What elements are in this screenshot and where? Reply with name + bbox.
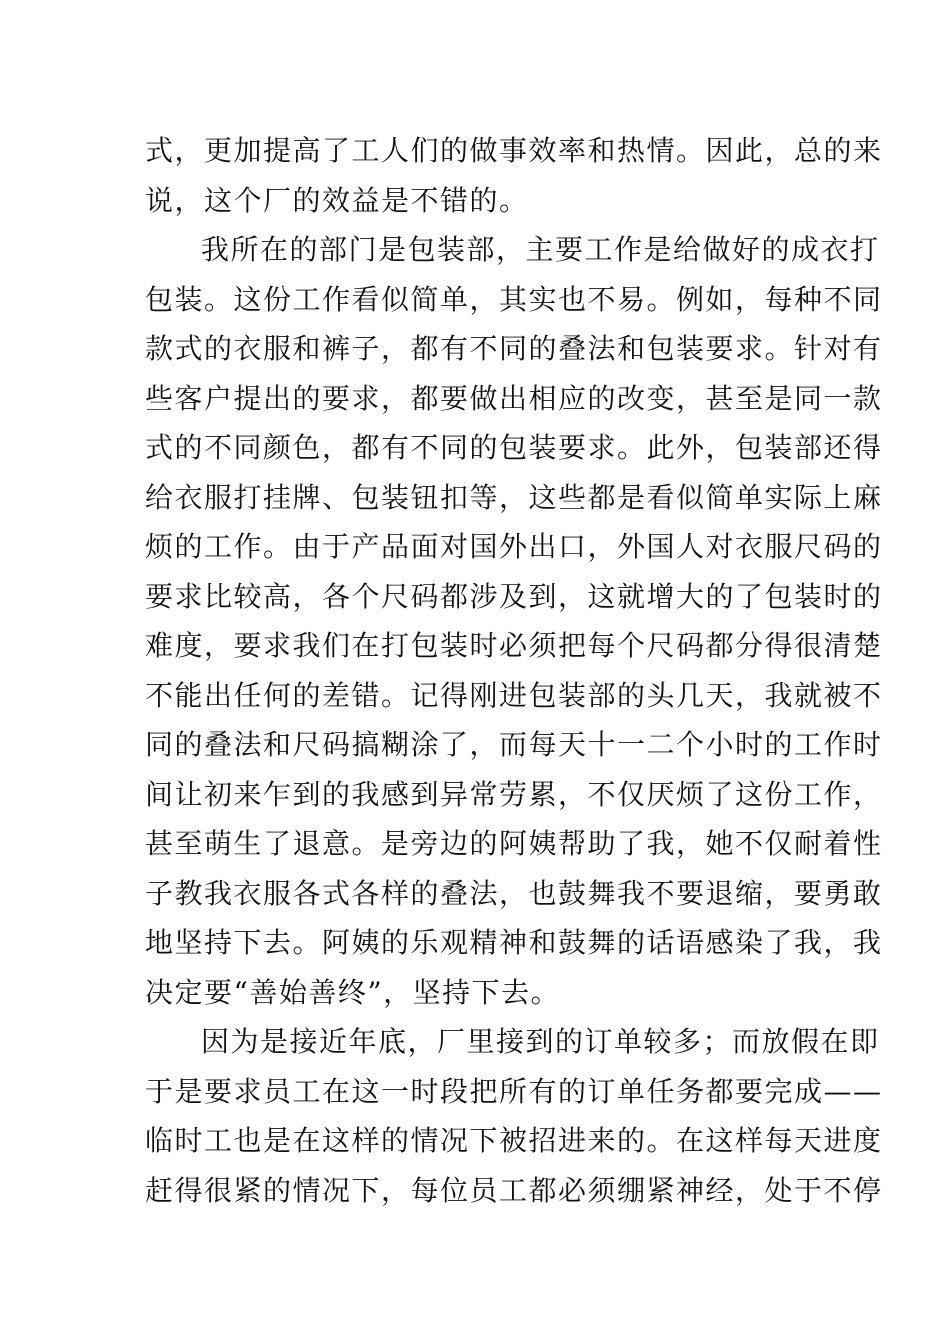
text-line: 款式的衣服和裤子，都有不同的叠法和包装要求。针对有: [145, 332, 883, 365]
text-line: 赶得很紧的情况下，每位员工都必须绷紧神经，处于不停: [145, 1173, 883, 1207]
paragraph-start-line: 我所在的部门是包装部，主要工作是给做好的成衣打: [201, 233, 880, 266]
text-line: 包装。这份工作看似简单，其实也不易。例如，每种不同: [145, 282, 883, 316]
paragraph-start-line: 因为是接近年底，厂里接到的订单较多；而放假在即: [201, 1025, 880, 1058]
text-line: 说，这个厂的效益是不错的。: [145, 183, 529, 217]
text-line: 临时工也是在这样的情况下被招进来的。在这样每天进度: [145, 1124, 883, 1157]
text-line: 同的叠法和尺码搞糊涂了，而每天十一二个小时的工作时: [145, 728, 883, 761]
text-line: 烦的工作。由于产品面对国外出口，外国人对衣服尺码的: [145, 530, 883, 563]
text-line: 式，更加提高了工人们的做事效率和热情。因此，总的来: [145, 134, 883, 167]
text-line: 难度，要求我们在打包装时必须把每个尺码都分得很清楚: [145, 629, 883, 662]
text-line: 甚至萌生了退意。是旁边的阿姨帮助了我，她不仅耐着性: [145, 827, 883, 860]
text-line: 给衣服打挂牌、包装钮扣等，这些都是看似简单实际上麻: [145, 480, 883, 514]
text-line: 间让初来乍到的我感到异常劳累，不仅厌烦了这份工作，: [145, 777, 883, 811]
body-text: [145, 126, 883, 1215]
text-line: 地坚持下去。阿姨的乐观精神和鼓舞的话语感染了我，我: [145, 926, 883, 959]
text-line: 不能出任何的差错。记得刚进包装部的头几天，我就被不: [145, 678, 883, 712]
text-line: 些客户提出的要求，都要做出相应的改变，甚至是同一款: [145, 381, 883, 415]
text-line: 子教我衣服各式各样的叠法，也鼓舞我不要退缩，要勇敢: [145, 876, 883, 910]
text-line: 于是要求员工在这一时段把所有的订单任务都要完成——: [145, 1074, 883, 1108]
text-line: 决定要“善始善终”，坚持下去。: [145, 975, 561, 1009]
text-line: 式的不同颜色，都有不同的包装要求。此外，包装部还得: [145, 431, 883, 464]
text-line: 要求比较高，各个尺码都涉及到，这就增大的了包装时的: [145, 579, 883, 613]
